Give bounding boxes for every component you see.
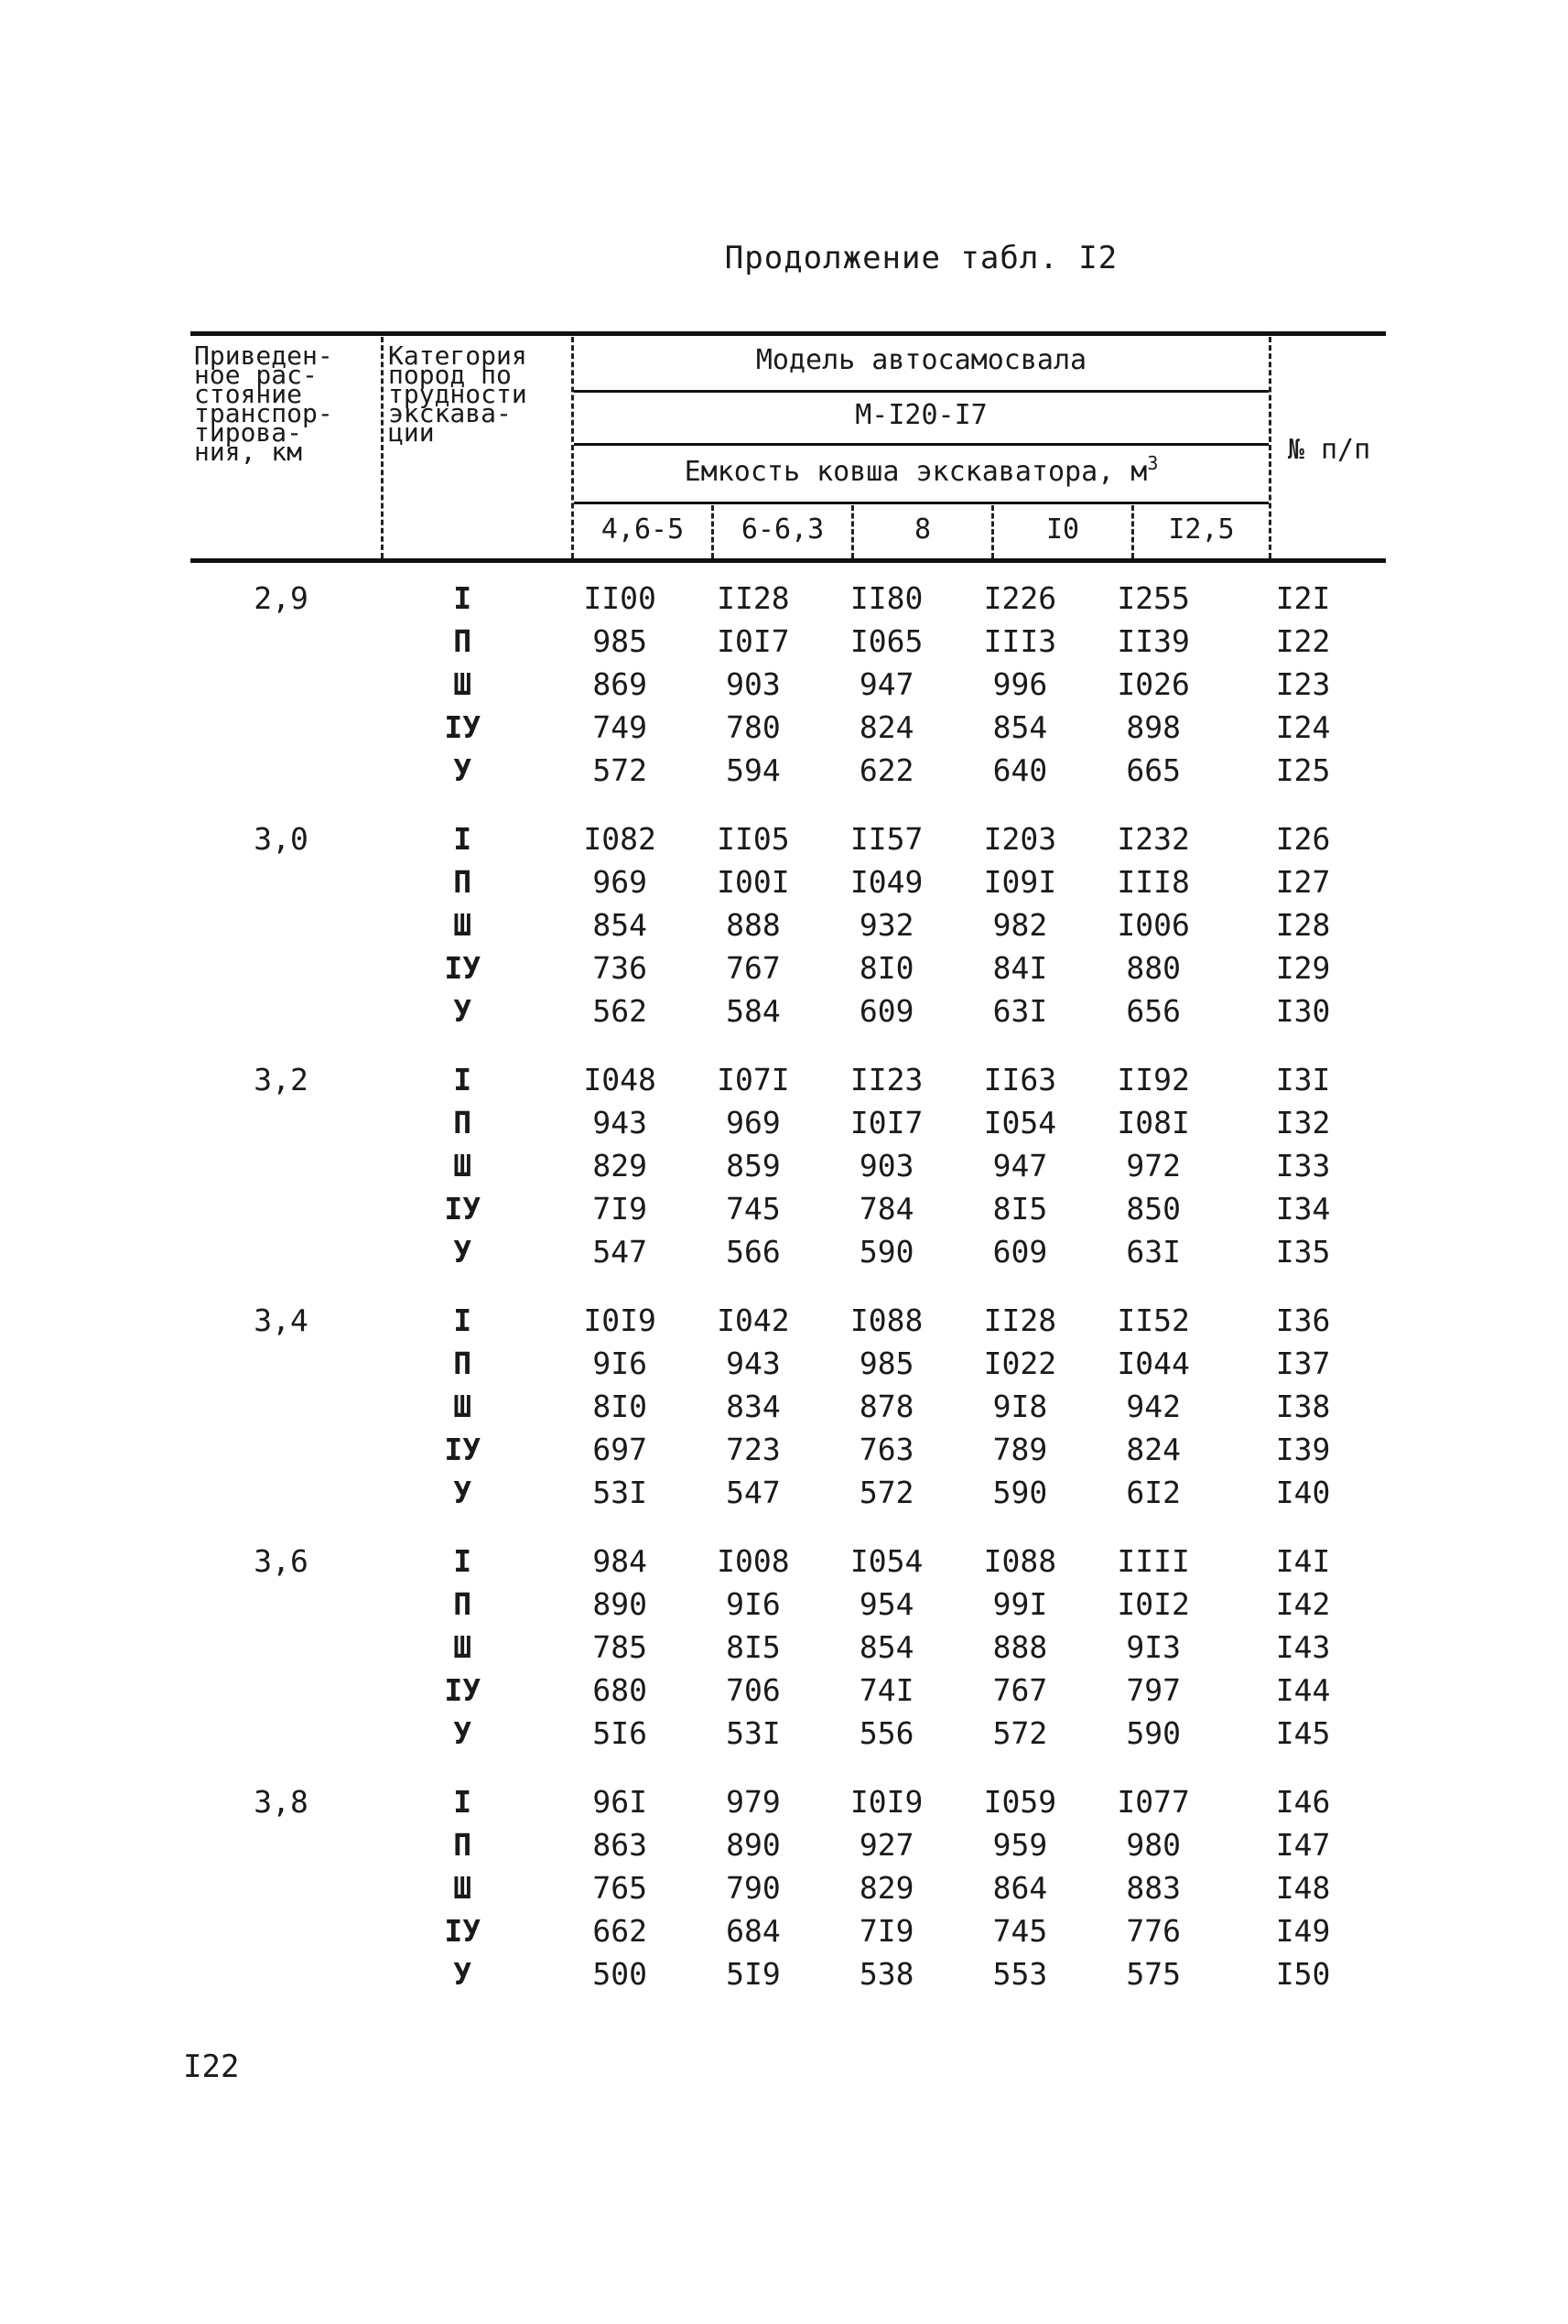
- value-cell: I09I: [983, 864, 1057, 900]
- value-cell: 969: [592, 864, 647, 900]
- value-cell: 63I: [992, 993, 1048, 1029]
- value-cell: I077: [1117, 1784, 1190, 1820]
- value-cell: 680: [592, 1672, 647, 1708]
- value-cell: 767: [726, 950, 781, 986]
- value-cell: 5I6: [592, 1715, 647, 1751]
- value-cell: 749: [592, 709, 647, 745]
- table-row: [190, 1428, 1386, 1471]
- value-cell: 942: [1126, 1389, 1181, 1424]
- value-cell: 863: [592, 1827, 647, 1863]
- row-number-cell: I4I: [1275, 1543, 1331, 1579]
- value-cell: 5I9: [726, 1956, 781, 1992]
- header-subrule: [574, 390, 1269, 393]
- row-number-cell: I37: [1275, 1346, 1331, 1381]
- value-cell: 547: [726, 1475, 781, 1510]
- value-cell: 959: [992, 1827, 1048, 1863]
- table-row: [190, 1626, 1386, 1669]
- value-cell: 864: [992, 1870, 1048, 1906]
- value-cell: I054: [983, 1105, 1057, 1140]
- value-cell: 980: [1126, 1827, 1181, 1863]
- value-cell: I059: [983, 1784, 1057, 1820]
- category-cell: П: [453, 1827, 472, 1863]
- table-row: [190, 1712, 1386, 1755]
- value-cell: II28: [717, 580, 790, 616]
- value-cell: 594: [726, 752, 781, 788]
- value-cell: 985: [859, 1346, 914, 1381]
- distance-group: [190, 1780, 1386, 2021]
- value-cell: 609: [992, 1234, 1048, 1270]
- header-bottom-rule: [190, 558, 1386, 563]
- distance-cell: 3,4: [254, 1303, 308, 1338]
- distance-cell: 3,6: [254, 1543, 308, 1579]
- value-cell: II52: [1117, 1303, 1190, 1338]
- value-cell: 640: [992, 752, 1048, 788]
- value-cell: 776: [1126, 1913, 1181, 1949]
- distance-group: [190, 1058, 1386, 1299]
- table-row: [190, 1342, 1386, 1385]
- table-row: [190, 577, 1386, 620]
- row-number-cell: I28: [1275, 907, 1331, 943]
- table-top-rule: [190, 331, 1386, 336]
- value-cell: 53I: [726, 1715, 781, 1751]
- table-row: [190, 1471, 1386, 1514]
- value-cell: II63: [983, 1062, 1057, 1097]
- category-cell: ІУ: [444, 1432, 481, 1467]
- value-cell: I042: [717, 1303, 790, 1338]
- table-row: [190, 1952, 1386, 1995]
- value-cell: 96I: [592, 1784, 647, 1820]
- row-number-cell: I3I: [1275, 1062, 1331, 1097]
- value-cell: I044: [1117, 1346, 1190, 1381]
- category-cell: П: [453, 1346, 472, 1381]
- row-number-cell: I35: [1275, 1234, 1331, 1270]
- category-cell: ІУ: [444, 1672, 481, 1708]
- value-cell: III3: [983, 623, 1057, 659]
- value-cell: III8: [1117, 864, 1190, 900]
- row-number-cell: I49: [1275, 1913, 1331, 1949]
- row-number-cell: I27: [1275, 864, 1331, 900]
- value-cell: 556: [859, 1715, 914, 1751]
- value-cell: 883: [1126, 1870, 1181, 1906]
- table-row: [190, 1385, 1386, 1428]
- value-cell: 785: [592, 1629, 647, 1665]
- table-row: [190, 1669, 1386, 1712]
- value-cell: 684: [726, 1913, 781, 1949]
- value-cell: 984: [592, 1543, 647, 1579]
- value-cell: 829: [859, 1870, 914, 1906]
- value-cell: 947: [992, 1148, 1048, 1184]
- value-cell: I049: [849, 864, 924, 900]
- value-cell: 665: [1126, 752, 1181, 788]
- category-cell: I: [453, 1543, 472, 1579]
- value-cell: 890: [592, 1586, 647, 1622]
- value-cell: I00I: [717, 864, 790, 900]
- value-cell: 869: [592, 666, 647, 702]
- category-cell: I: [453, 1062, 472, 1097]
- value-cell: 985: [592, 623, 647, 659]
- row-number-cell: I24: [1275, 709, 1331, 745]
- value-cell: 854: [592, 907, 647, 943]
- value-cell: 8I0: [592, 1389, 647, 1424]
- value-cell: 63I: [1126, 1234, 1181, 1270]
- table-row: [190, 817, 1386, 860]
- value-cell: 784: [859, 1191, 914, 1227]
- value-cell: 943: [592, 1105, 647, 1140]
- value-cell: 878: [859, 1389, 914, 1424]
- value-cell: I255: [1117, 580, 1190, 616]
- value-cell: 767: [992, 1672, 1048, 1708]
- header-divider: [1269, 337, 1271, 558]
- value-cell: I008: [717, 1543, 790, 1579]
- table-row: [190, 860, 1386, 903]
- header-capacity-6-6-3: 6-6,3: [741, 513, 825, 546]
- value-cell: 888: [726, 907, 781, 943]
- value-cell: 947: [859, 666, 914, 702]
- value-cell: 854: [992, 709, 1048, 745]
- category-cell: ІУ: [444, 709, 481, 745]
- row-number-cell: I40: [1275, 1475, 1331, 1510]
- value-cell: II05: [717, 821, 790, 857]
- table-row: [190, 989, 1386, 1032]
- value-cell: I07I: [717, 1062, 790, 1097]
- row-number-cell: I50: [1275, 1956, 1331, 1992]
- value-cell: 888: [992, 1629, 1048, 1665]
- value-cell: I088: [983, 1543, 1057, 1579]
- header-capacity-label: Емкость ковша экскаватора, $м^3$: [684, 452, 1159, 488]
- table-row: [190, 749, 1386, 792]
- value-cell: 932: [859, 907, 914, 943]
- value-cell: 790: [726, 1870, 781, 1906]
- header-capacity-12-5: I2,5: [1168, 513, 1235, 546]
- table-row: [190, 620, 1386, 663]
- value-cell: 780: [726, 709, 781, 745]
- value-cell: 789: [992, 1432, 1048, 1467]
- header-capacity-4-6: 4,6-5: [600, 513, 685, 546]
- category-cell: У: [453, 1956, 472, 1992]
- header-subrule: [574, 502, 1269, 504]
- header-row-number: № п/п: [1287, 434, 1371, 466]
- value-cell: 662: [592, 1913, 647, 1949]
- row-number-cell: I33: [1275, 1148, 1331, 1184]
- row-number-cell: I32: [1275, 1105, 1331, 1140]
- value-cell: 969: [726, 1105, 781, 1140]
- table-row: [190, 1101, 1386, 1144]
- table-row: [190, 1540, 1386, 1583]
- table-row: [190, 1187, 1386, 1230]
- table-row: [190, 663, 1386, 706]
- value-cell: 927: [859, 1827, 914, 1863]
- header-capacity-8: 8: [914, 513, 932, 546]
- value-cell: I006: [1117, 907, 1190, 943]
- table-row: [190, 1909, 1386, 1952]
- value-cell: 8I0: [859, 950, 914, 986]
- value-cell: 9I6: [726, 1586, 781, 1622]
- value-cell: 547: [592, 1234, 647, 1270]
- value-cell: 824: [1126, 1432, 1181, 1467]
- distance-group: [190, 1540, 1386, 1780]
- row-number-cell: I23: [1275, 666, 1331, 702]
- distance-group: [190, 577, 1386, 817]
- value-cell: 854: [859, 1629, 914, 1665]
- table-row: [190, 1230, 1386, 1273]
- category-cell: Ш: [453, 1870, 472, 1906]
- value-cell: 84I: [992, 950, 1048, 986]
- row-number-cell: I44: [1275, 1672, 1331, 1708]
- header-capacity-10: I0: [1045, 513, 1080, 546]
- value-cell: 9I6: [592, 1346, 647, 1381]
- category-cell: Ш: [453, 907, 472, 943]
- table-row: [190, 706, 1386, 749]
- value-cell: 890: [726, 1827, 781, 1863]
- header-truck-model: М-I20-I7: [855, 399, 988, 431]
- distance-cell: 2,9: [254, 580, 308, 616]
- table-row: [190, 1866, 1386, 1909]
- category-cell: ІУ: [444, 1191, 481, 1227]
- value-cell: I054: [849, 1543, 924, 1579]
- value-cell: I082: [583, 821, 656, 857]
- header-category: Категория пород по трудности экскава- ции: [388, 340, 527, 448]
- value-cell: II92: [1117, 1062, 1190, 1097]
- table-row: [190, 1144, 1386, 1187]
- value-cell: 572: [992, 1715, 1048, 1751]
- table-row: [190, 1299, 1386, 1342]
- value-cell: 736: [592, 950, 647, 986]
- value-cell: I026: [1117, 666, 1190, 702]
- category-cell: П: [453, 1105, 472, 1140]
- distance-group: [190, 1299, 1386, 1540]
- category-cell: У: [453, 993, 472, 1029]
- value-cell: 880: [1126, 950, 1181, 986]
- header-subrule: [574, 443, 1269, 446]
- table-caption: Продолжение табл. I2: [724, 240, 1119, 276]
- value-cell: 745: [726, 1191, 781, 1227]
- table-row: [190, 903, 1386, 946]
- value-cell: I203: [983, 821, 1057, 857]
- value-cell: IIII: [1117, 1543, 1190, 1579]
- value-cell: 972: [1126, 1148, 1181, 1184]
- category-cell: I: [453, 580, 472, 616]
- value-cell: 584: [726, 993, 781, 1029]
- value-cell: 538: [859, 1956, 914, 1992]
- table-body: [190, 577, 1386, 2021]
- value-cell: I0I9: [849, 1784, 924, 1820]
- value-cell: I048: [583, 1062, 656, 1097]
- row-number-cell: I46: [1275, 1784, 1331, 1820]
- value-cell: 954: [859, 1586, 914, 1622]
- value-cell: 500: [592, 1956, 647, 1992]
- table-row: [190, 1780, 1386, 1823]
- header-distance: Приведен- ное рас- стояние транспор- тирова- ния, км: [194, 340, 333, 467]
- value-cell: 9I3: [1126, 1629, 1181, 1665]
- distance-group: [190, 817, 1386, 1058]
- category-cell: Ш: [453, 1389, 472, 1424]
- header-divider: [381, 337, 384, 558]
- row-number-cell: I34: [1275, 1191, 1331, 1227]
- value-cell: 590: [859, 1234, 914, 1270]
- row-number-cell: I25: [1275, 752, 1331, 788]
- value-cell: 656: [1126, 993, 1181, 1029]
- value-cell: II00: [583, 580, 656, 616]
- value-cell: II28: [983, 1303, 1057, 1338]
- value-cell: 859: [726, 1148, 781, 1184]
- value-cell: 850: [1126, 1191, 1181, 1227]
- value-cell: I232: [1117, 821, 1190, 857]
- row-number-cell: I42: [1275, 1586, 1331, 1622]
- table-row: [190, 946, 1386, 989]
- category-cell: У: [453, 752, 472, 788]
- value-cell: 697: [592, 1432, 647, 1467]
- value-cell: 590: [992, 1475, 1048, 1510]
- category-cell: ІУ: [444, 1913, 481, 1949]
- value-cell: 797: [1126, 1672, 1181, 1708]
- category-cell: ІУ: [444, 950, 481, 986]
- value-cell: 723: [726, 1432, 781, 1467]
- value-cell: 575: [1126, 1956, 1181, 1992]
- value-cell: I226: [983, 580, 1057, 616]
- value-cell: 903: [859, 1148, 914, 1184]
- table-row: [190, 1058, 1386, 1101]
- page-number: I22: [183, 2048, 240, 2085]
- value-cell: 824: [859, 709, 914, 745]
- distance-cell: 3,0: [254, 821, 308, 857]
- category-cell: П: [453, 623, 472, 659]
- row-number-cell: I36: [1275, 1303, 1331, 1338]
- value-cell: I0I2: [1117, 1586, 1190, 1622]
- distance-cell: 3,8: [254, 1784, 308, 1820]
- value-cell: 53I: [592, 1475, 647, 1510]
- category-cell: I: [453, 1303, 472, 1338]
- category-cell: Ш: [453, 666, 472, 702]
- value-cell: 745: [992, 1913, 1048, 1949]
- value-cell: 982: [992, 907, 1048, 943]
- category-cell: У: [453, 1475, 472, 1510]
- distance-cell: 3,2: [254, 1062, 308, 1097]
- value-cell: I0I9: [583, 1303, 656, 1338]
- row-number-cell: I47: [1275, 1827, 1331, 1863]
- value-cell: I0I7: [717, 623, 790, 659]
- value-cell: 903: [726, 666, 781, 702]
- value-cell: 7I9: [592, 1191, 647, 1227]
- row-number-cell: I43: [1275, 1629, 1331, 1665]
- header-truck-model-label: Модель автосамосвала: [755, 344, 1087, 376]
- row-number-cell: I38: [1275, 1389, 1331, 1424]
- value-cell: II23: [849, 1062, 924, 1097]
- value-cell: 562: [592, 993, 647, 1029]
- value-cell: 996: [992, 666, 1048, 702]
- category-cell: I: [453, 1784, 472, 1820]
- value-cell: 553: [992, 1956, 1048, 1992]
- value-cell: 590: [1126, 1715, 1181, 1751]
- category-cell: I: [453, 821, 472, 857]
- value-cell: 572: [592, 752, 647, 788]
- value-cell: 7I9: [859, 1913, 914, 1949]
- value-cell: 74I: [859, 1672, 914, 1708]
- value-cell: 834: [726, 1389, 781, 1424]
- value-cell: 622: [859, 752, 914, 788]
- value-cell: 8I5: [726, 1629, 781, 1665]
- value-cell: I088: [849, 1303, 924, 1338]
- row-number-cell: I39: [1275, 1432, 1331, 1467]
- value-cell: 765: [592, 1870, 647, 1906]
- row-number-cell: I48: [1275, 1870, 1331, 1906]
- value-cell: 6I2: [1126, 1475, 1181, 1510]
- value-cell: 943: [726, 1346, 781, 1381]
- row-number-cell: I45: [1275, 1715, 1331, 1751]
- category-cell: У: [453, 1234, 472, 1270]
- row-number-cell: I29: [1275, 950, 1331, 986]
- category-cell: П: [453, 864, 472, 900]
- row-number-cell: I2I: [1275, 580, 1331, 616]
- value-cell: 8I5: [992, 1191, 1048, 1227]
- category-cell: Ш: [453, 1629, 472, 1665]
- category-cell: У: [453, 1715, 472, 1751]
- row-number-cell: I26: [1275, 821, 1331, 857]
- value-cell: 898: [1126, 709, 1181, 745]
- value-cell: 99I: [992, 1586, 1048, 1622]
- value-cell: I022: [983, 1346, 1057, 1381]
- value-cell: 763: [859, 1432, 914, 1467]
- value-cell: 566: [726, 1234, 781, 1270]
- table-row: [190, 1823, 1386, 1866]
- value-cell: I065: [849, 623, 924, 659]
- value-cell: 706: [726, 1672, 781, 1708]
- value-cell: 979: [726, 1784, 781, 1820]
- value-cell: 9I8: [992, 1389, 1048, 1424]
- category-cell: П: [453, 1586, 472, 1622]
- table-row: [190, 1583, 1386, 1626]
- value-cell: I08I: [1117, 1105, 1190, 1140]
- value-cell: II39: [1117, 623, 1190, 659]
- value-cell: II80: [849, 580, 924, 616]
- value-cell: 609: [859, 993, 914, 1029]
- value-cell: II57: [849, 821, 924, 857]
- category-cell: Ш: [453, 1148, 472, 1184]
- value-cell: 572: [859, 1475, 914, 1510]
- value-cell: 829: [592, 1148, 647, 1184]
- value-cell: I0I7: [849, 1105, 924, 1140]
- row-number-cell: I22: [1275, 623, 1331, 659]
- row-number-cell: I30: [1275, 993, 1331, 1029]
